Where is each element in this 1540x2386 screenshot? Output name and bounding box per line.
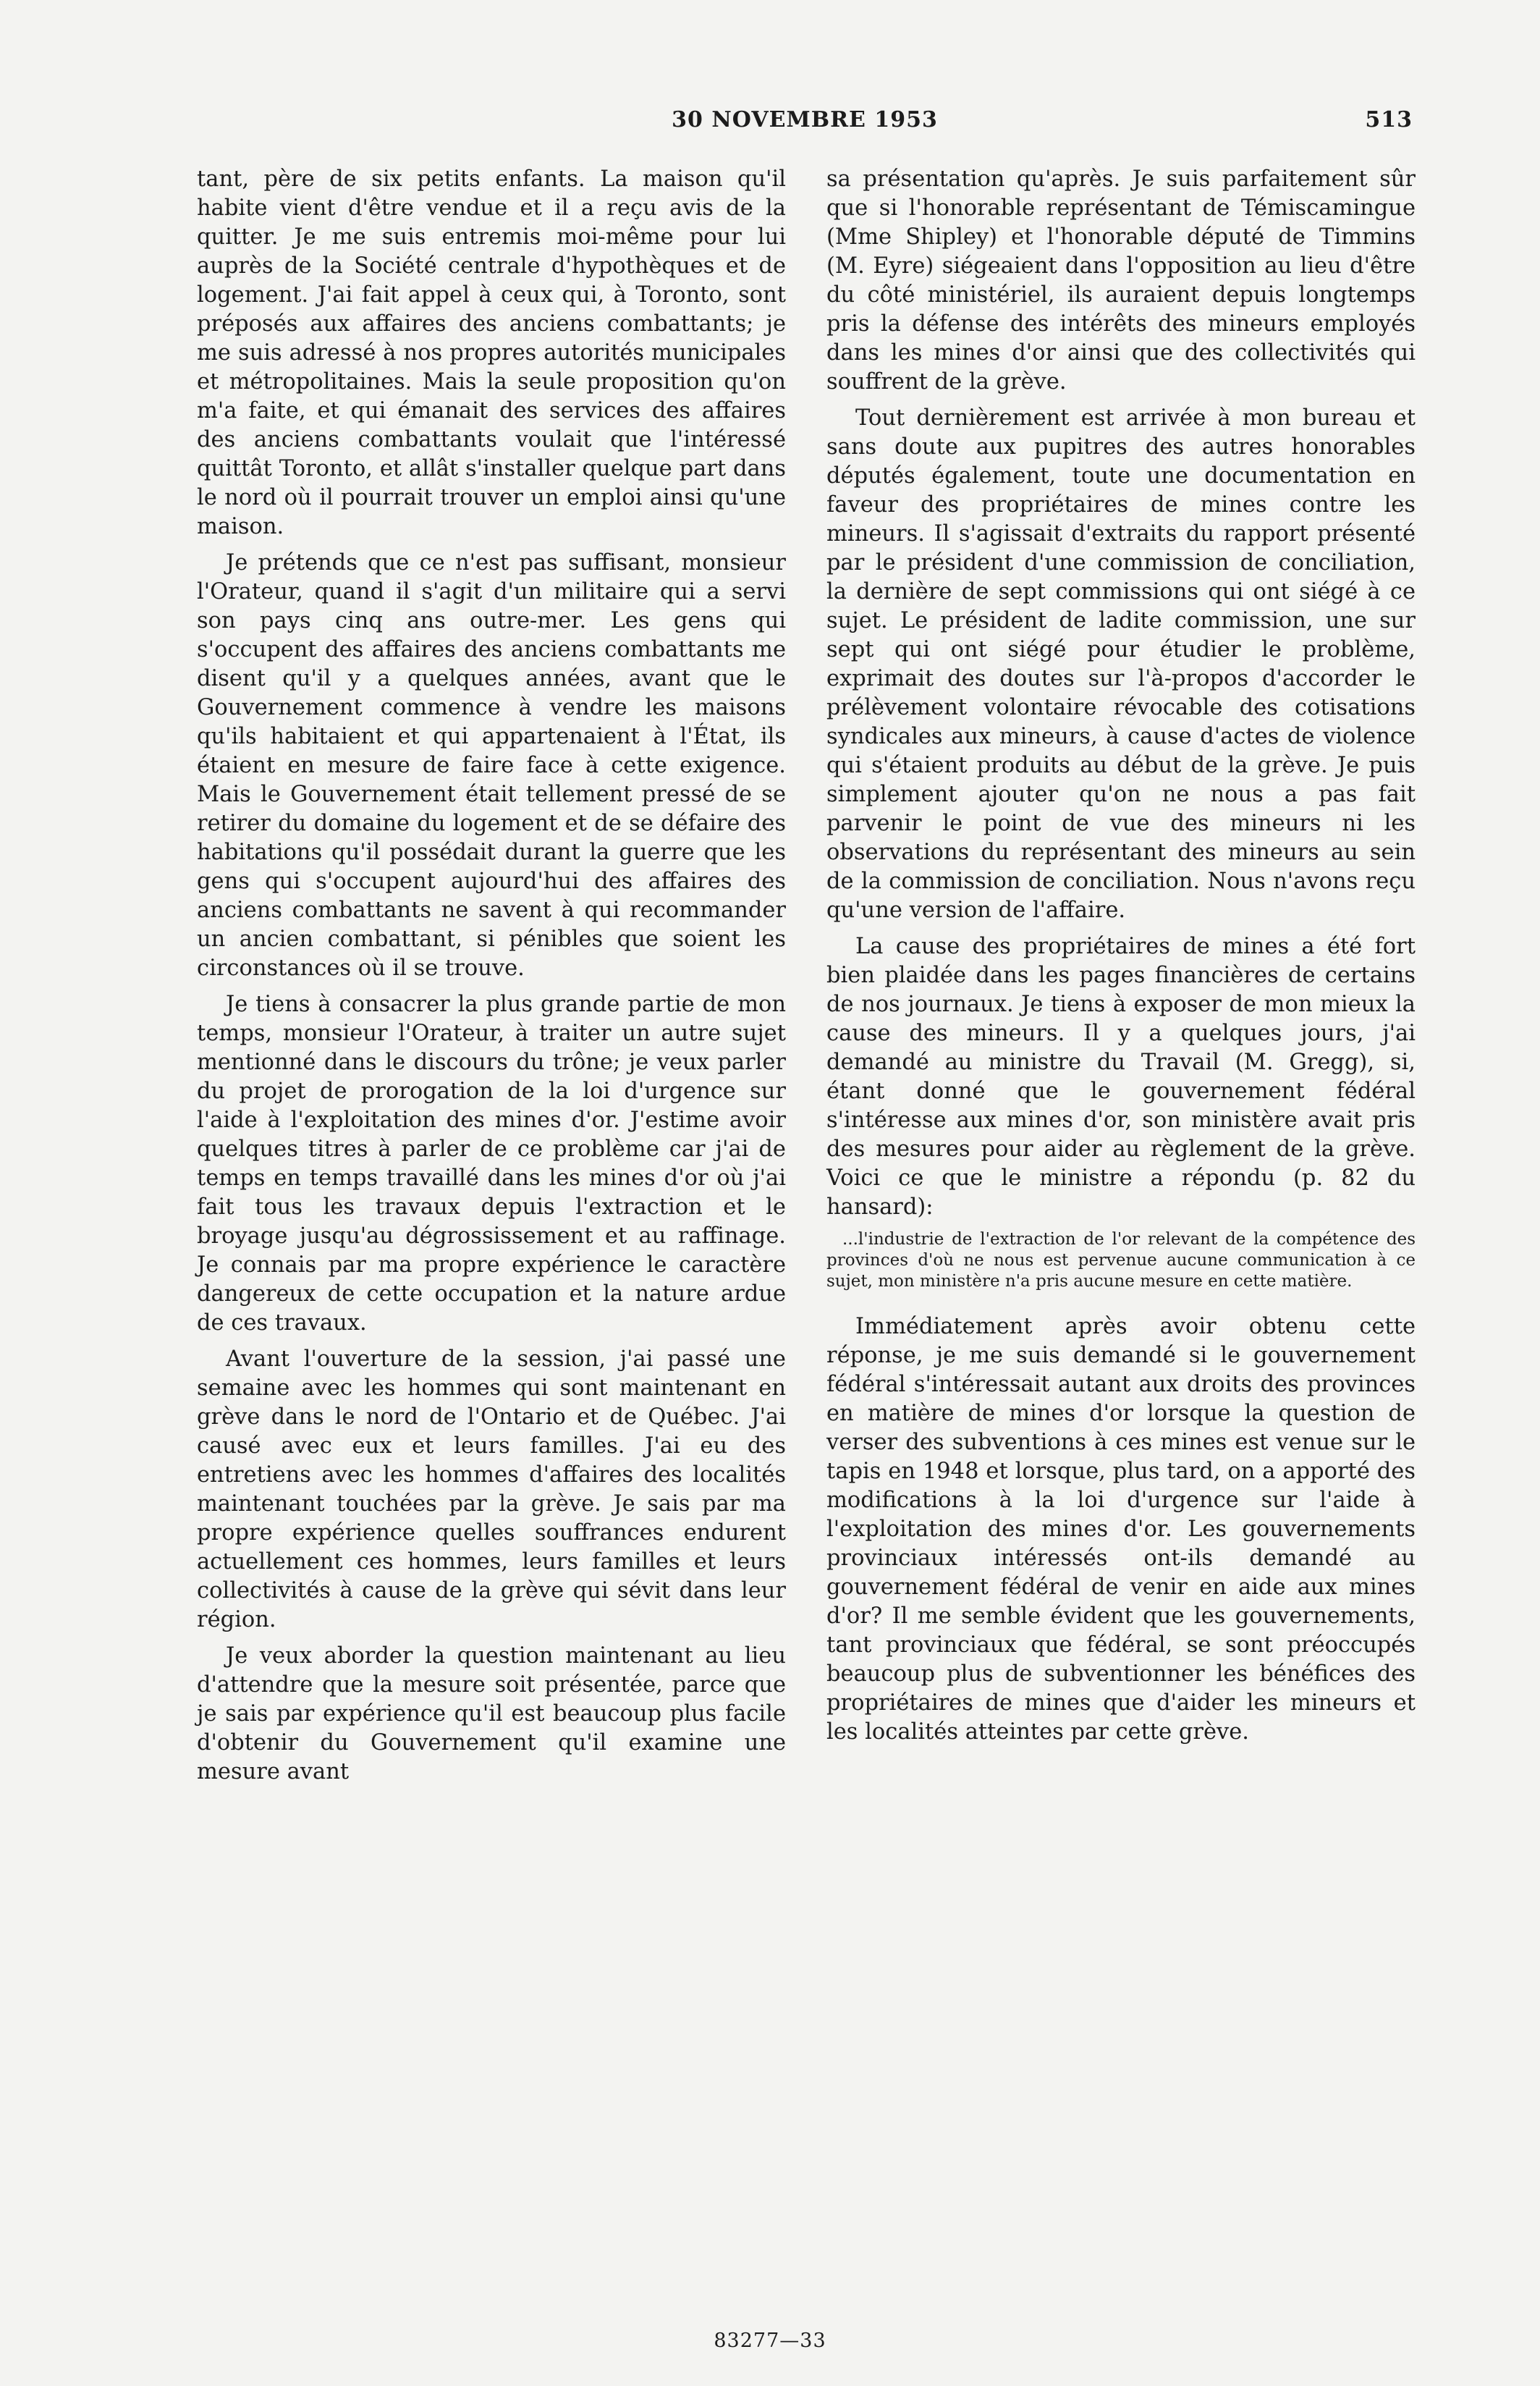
paragraph: tant, père de six petits enfants. La maison qu'il habite vient d'être vendue et il a reçu avis de la quitter. Je me suis entremis moi-même pour lui auprès de la Société centrale d'hypothèques et de logement. J'ai fait appel à ceux qui, à Toronto, sont préposés aux affaires des anciens combattants; je me suis adressé à nos propres autorités municipales et métropolitaines. Mais la seule proposition qu'on m'a faite, et qui émanait des services des affaires des anciens combattants voulait que l'intéressé quittât Toronto, et allât s'installer quelque part dans le nord où il pourrait trouver un emploi ainsi qu'une maison. xyxy=(197,166,786,539)
right-column xyxy=(826,165,1416,1754)
paragraph: La cause des propriétaires de mines a été fort bien plaidée dans les pages financières de certains de nos journaux. Je tiens à exposer de mon mieux la cause des mineurs. Il y a quelques jours, j'ai demandé au ministre du Travail (M. Gregg), si, étant donné que le gouvernement fédéral s'intéresse aux mines d'or, son ministère avait pris des mesures pour aider au règlement de la grève. Voici ce que le ministre a répondu (p. 82 du hansard): xyxy=(826,934,1416,1220)
paragraph: sa présentation qu'après. Je suis parfaitement sûr que si l'honorable représentant de Témiscamingue (Mme Shipley) et l'honorable député de Timmins (M. Eyre) siégeaient dans l'opposition au lieu d'être du côté ministériel, ils auraient depuis longtemps pris la défense des intérêts des mineurs employés dans les mines d'or ainsi que des collectivités qui souffrent de la grève. xyxy=(826,166,1416,395)
paragraph: Je tiens à consacrer la plus grande partie de mon temps, monsieur l'Orateur, à traiter un autre sujet mentionné dans le discours du trône; je veux parler du projet de prorogation de la loi d'urgence sur l'aide à l'exploitation des mines d'or. J'estime avoir quelques titres à parler de ce problème car j'ai de temps en temps travaillé dans les mines d'or où j'ai fait tous les travaux depuis l'extraction et le broyage jusqu'au dégrossissement et au raffinage. Je connais par ma propre expérience le caractère dangereux de cette occupation et la nature ardue de ces travaux. xyxy=(197,992,786,1336)
paragraph: Je veux aborder la question maintenant au lieu d'attendre que la mesure soit présentée, parce que je sais par expérience qu'il est beaucoup plus facile d'obtenir du Gouvernement qu'il examine une mesure avant xyxy=(197,1643,786,1784)
hansard-quote: ...l'industrie de l'extraction de l'or relevant de la compétence des provinces d'où ne nous est pervenue aucune communication à ce sujet, mon ministère n'a pris aucune mesure en cette matière. xyxy=(826,1230,1416,1291)
left-column xyxy=(197,165,786,1794)
page-header xyxy=(197,107,1413,143)
header-date: 30 NOVEMBRE 1953 xyxy=(672,107,938,132)
paragraph: Je prétends que ce n'est pas suffisant, monsieur l'Orateur, quand il s'agit d'un militaire qui a servi son pays cinq ans outre-mer. Les gens qui s'occupent des affaires des anciens combattants me disent qu'il y a quelques années, avant que le Gouvernement commence à vendre les maisons qu'ils habitaient et qui appartenaient à l'État, ils étaient en mesure de faire face à cette exigence. Mais le Gouvernement était tellement pressé de se retirer du domaine du logement et de se défaire des habitations qu'il possédait durant la guerre que les gens qui s'occupent aujourd'hui des affaires des anciens combattants ne savent à qui recommander un ancien combattant, si pénibles que soient les circonstances où il se trouve. xyxy=(197,550,786,981)
page-number: 513 xyxy=(1365,107,1413,132)
paragraph: Avant l'ouverture de la session, j'ai passé une semaine avec les hommes qui sont maintenant en grève dans le nord de l'Ontario et de Québec. J'ai causé avec eux et leurs familles. J'ai eu des entretiens avec les hommes d'affaires des localités maintenant touchées par la grève. Je sais par ma propre expérience quelles souffrances endurent actuellement ces hommes, leurs familles et leurs collectivités à cause de la grève qui sévit dans leur région. xyxy=(197,1346,786,1632)
paragraph: Immédiatement après avoir obtenu cette réponse, je me suis demandé si le gouvernement fédéral s'intéressait autant aux droits des provinces en matière de mines d'or lorsque la question de verser des subventions à ces mines est venue sur le tapis en 1948 et lorsque, plus tard, on a apporté des modifications à la loi d'urgence sur l'aide à l'exploitation des mines d'or. Les gouvernements provinciaux intéressés ont-ils demandé au gouvernement fédéral de venir en aide aux mines d'or? Il me semble évident que les gouvernements, tant provinciaux que fédéral, se sont préoccupés beaucoup plus de subventionner les bénéfices des propriétaires de mines que d'aider les mineurs et les localités atteintes par cette grève. xyxy=(826,1314,1416,1745)
page-footer-code: 83277—33 xyxy=(714,2330,826,2352)
paragraph: Tout dernièrement est arrivée à mon bureau et sans doute aux pupitres des autres honorables députés également, toute une documentation en faveur des propriétaires de mines contre les mineurs. Il s'agissait d'extraits du rapport présenté par le président d'une commission de conciliation, la dernière de sept commissions qui ont siégé à ce sujet. Le président de ladite commission, une sur sept qui ont siégé pour étudier le problème, exprimait des doutes sur l'à-propos d'accorder le prélèvement volontaire révocable des cotisations syndicales aux mineurs, à cause d'actes de violence qui s'étaient produits au début de la grève. Je puis simplement ajouter qu'on ne nous a pas fait parvenir le point de vue des mineurs ni les observations du représentant des mineurs au sein de la commission de conciliation. Nous n'avons reçu qu'une version de l'affaire. xyxy=(826,405,1416,923)
